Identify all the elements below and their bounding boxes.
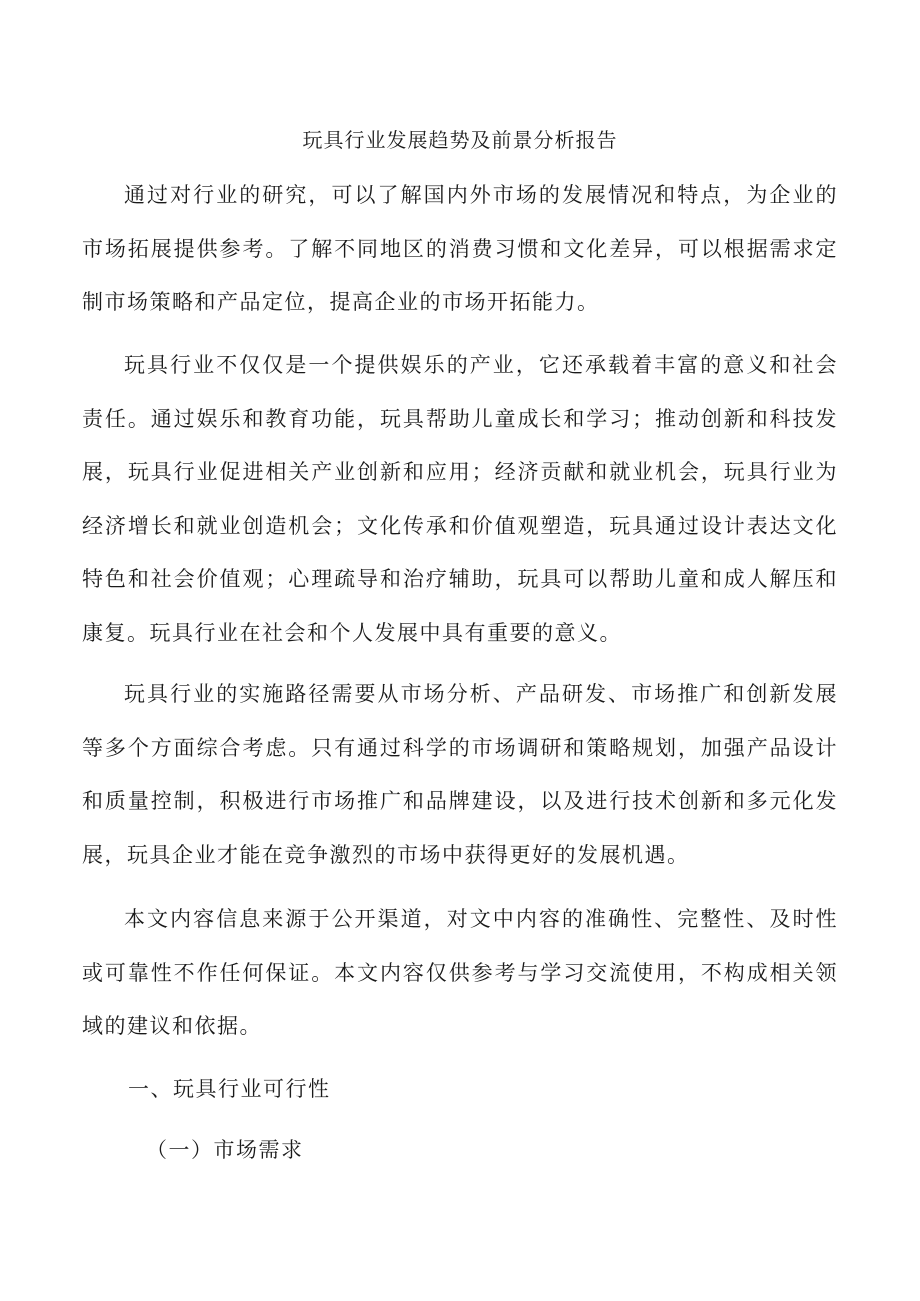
document-title: 玩具行业发展趋势及前景分析报告: [302, 128, 618, 152]
paragraph-implementation-path: 玩具行业的实施路径需要从市场分析、产品研发、市场推广和创新发展等多个方面综合考虑。只有通过科学的市场调研和策略规划，加强产品设计和质量控制，积极进行市场推广和品牌建设，以及进行技术创新和多元化发展，玩具企业才能在竞争激烈的市场中获得更好的发展机遇。: [82, 682, 838, 867]
paragraph-disclaimer: 本文内容信息来源于公开渠道，对文中内容的准确性、完整性、及时性或可靠性不作任何保证。本文内容仅供参考与学习交流使用，不构成相关领域的建议和依据。: [82, 907, 838, 1038]
paragraph-significance: 玩具行业不仅仅是一个提供娱乐的产业，它还承载着丰富的意义和社会责任。通过娱乐和教育功能，玩具帮助儿童成长和学习；推动创新和科技发展，玩具行业促进相关产业创新和应用；经济贡献和就业机会，玩具行业为经济增长和就业创造机会；文化传承和价值观塑造，玩具通过设计表达文化特色和社会价值观；心理疏导和治疗辅助，玩具可以帮助儿童和成人解压和康复。玩具行业在社会和个人发展中具有重要的意义。: [82, 353, 838, 645]
paragraph-intro: 通过对行业的研究，可以了解国内外市场的发展情况和特点，为企业的市场拓展提供参考。了解不同地区的消费习惯和文化差异，可以根据需求定制市场策略和产品定位，提高企业的市场开拓能力。: [82, 183, 838, 314]
subsection-heading: （一）市场需求: [146, 1138, 304, 1162]
section-heading: 一、玩具行业可行性: [128, 1077, 331, 1101]
